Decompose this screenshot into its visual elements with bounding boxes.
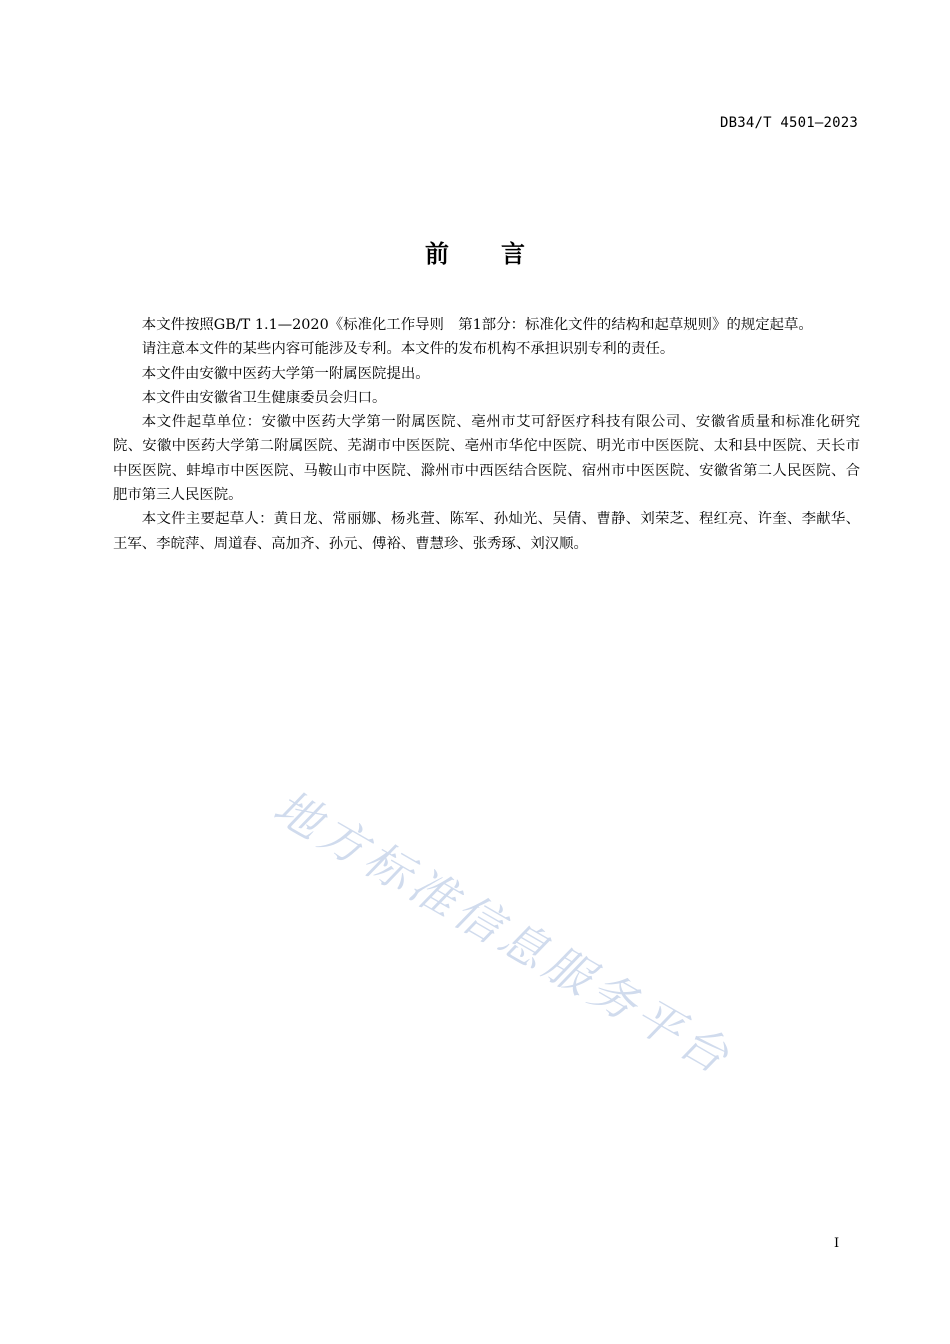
paragraph-drafting-rules: 本文件按照GB/T 1.1—2020《标准化工作导则 第1部分：标准化文件的结构和起草规则》的规定起草。 <box>141 317 813 333</box>
document-code: DB34/T 4501—2023 <box>719 115 858 131</box>
page-title: 前言 <box>425 240 577 268</box>
paragraph-administrator: 本文件由安徽省卫生健康委员会归口。 <box>141 389 387 406</box>
page-number: I <box>834 1236 840 1251</box>
paragraph-drafters: 本文件主要起草人：黄日龙、常丽娜、杨兆萱、陈军、孙灿光、吴倩、曹静、刘荣芝、程红亮、许奎、李献华、王军、李皖萍、周道春、高加齐、孙元、傅裕、曹慧珍、张秀琢、刘汉顺。 <box>113 511 860 552</box>
preface-body <box>113 313 860 556</box>
paragraph-proposer: 本文件由安徽中医药大学第一附属医院提出。 <box>141 365 430 382</box>
paragraph-patent-notice: 请注意本文件的某些内容可能涉及专利。本文件的发布机构不承担识别专利的责任。 <box>141 341 675 358</box>
paragraph-drafting-units: 本文件起草单位：安徽中医药大学第一附属医院、亳州市艾可舒医疗科技有限公司、安徽省质量和标准化研究院、安徽中医药大学第二附属医院、芜湖市中医医院、亳州市华佗中医院、明光市中医医院、太和县中医院、天长市中医医院、蚌埠市中医医院、马鞍山市中医院、滁州市中西医结合医院、宿州市中医医院、安徽省第二人民医院、合肥市第三人民医院。 <box>113 414 860 504</box>
watermark-text: 地方标准信息服务平台 <box>264 779 743 1086</box>
